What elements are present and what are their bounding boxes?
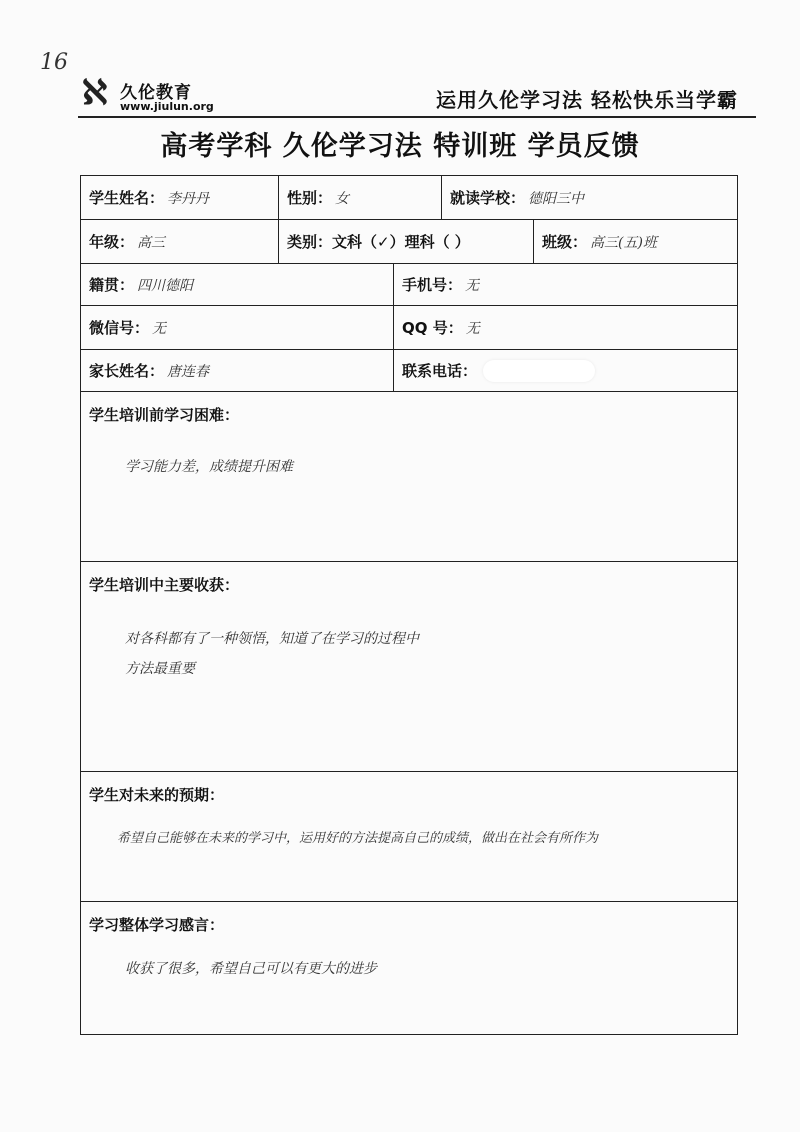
field-value: 高三 bbox=[137, 234, 166, 251]
section-line: 收获了很多，希望自己可以有更大的进步 bbox=[125, 961, 377, 977]
field-label: 手机号： bbox=[402, 276, 463, 294]
section-gains bbox=[81, 562, 737, 772]
logo-name: 久伦教育 bbox=[120, 83, 192, 103]
header-divider bbox=[78, 116, 756, 118]
field-value: 李丹丹 bbox=[167, 190, 210, 207]
feedback-form bbox=[80, 175, 738, 1035]
section-line: 对各科都有了一种领悟，知道了在学习的过程中 bbox=[125, 631, 419, 647]
field-value: 无 bbox=[152, 320, 167, 337]
section-label: 学生培训前学习困难： bbox=[89, 406, 240, 424]
field-label: 籍贯： bbox=[89, 276, 135, 294]
section-future bbox=[81, 772, 737, 902]
field-school bbox=[441, 176, 739, 219]
row-native bbox=[81, 264, 737, 306]
row-wechat bbox=[81, 306, 737, 350]
logo bbox=[82, 74, 222, 116]
form-title: 高考学科 久伦学习法 特训班 学员反馈 bbox=[160, 131, 640, 162]
field-class bbox=[533, 220, 739, 263]
field-value: 文科（✓）理科（ ） bbox=[332, 233, 470, 251]
field-label: 微信号： bbox=[89, 319, 150, 337]
field-value: 高三(五)班 bbox=[590, 234, 657, 251]
row-grade bbox=[81, 220, 737, 264]
field-native bbox=[81, 264, 393, 305]
field-gender bbox=[278, 176, 441, 219]
field-contact bbox=[393, 350, 739, 391]
section-label: 学生对未来的预期： bbox=[89, 786, 225, 804]
section-label: 学习整体学习感言： bbox=[89, 916, 225, 934]
field-value: 四川德阳 bbox=[137, 277, 194, 294]
jiulun-logo-icon: ℵ bbox=[82, 73, 108, 113]
field-label: 班级： bbox=[542, 233, 588, 251]
field-qq bbox=[393, 306, 739, 349]
row-name bbox=[81, 176, 737, 220]
field-value: 无 bbox=[465, 277, 480, 294]
field-value: 唐连春 bbox=[167, 363, 210, 380]
field-value: 德阳三中 bbox=[528, 190, 585, 207]
section-before bbox=[81, 392, 737, 562]
row-parent bbox=[81, 350, 737, 392]
page-number: 16 bbox=[40, 50, 68, 75]
field-label: 性别： bbox=[287, 189, 333, 207]
logo-url: www.jiulun.org bbox=[120, 100, 214, 113]
field-category bbox=[278, 220, 533, 263]
header-slogan: 运用久伦学习法 轻松快乐当学霸 bbox=[436, 88, 738, 112]
field-label: 学生姓名： bbox=[89, 189, 165, 207]
section-line: 方法最重要 bbox=[125, 661, 195, 677]
field-parent bbox=[81, 350, 393, 391]
field-label: 家长姓名： bbox=[89, 362, 165, 380]
field-value: 女 bbox=[335, 190, 350, 207]
field-name bbox=[81, 176, 278, 219]
field-grade bbox=[81, 220, 278, 263]
field-phone bbox=[393, 264, 739, 305]
field-label: 就读学校： bbox=[450, 189, 526, 207]
redacted-phone bbox=[483, 360, 595, 382]
section-line: 学习能力差，成绩提升困难 bbox=[125, 459, 293, 475]
field-label: QQ 号： bbox=[402, 319, 463, 337]
field-label: 联系电话： bbox=[402, 362, 478, 380]
field-value: 无 bbox=[465, 320, 480, 337]
section-line: 希望自己能够在未来的学习中，运用好的方法提高自己的成绩，做出在社会有所作为 bbox=[117, 831, 599, 846]
section-label: 学生培训中主要收获： bbox=[89, 576, 240, 594]
field-label: 年级： bbox=[89, 233, 135, 251]
field-label: 类别： bbox=[287, 233, 333, 251]
section-feeling bbox=[81, 902, 737, 1036]
field-wechat bbox=[81, 306, 393, 349]
